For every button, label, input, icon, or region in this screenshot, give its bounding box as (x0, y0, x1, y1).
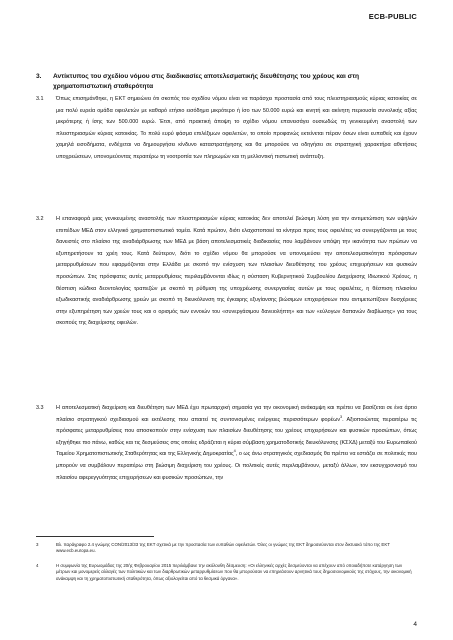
footnote-number: 3 (36, 542, 39, 547)
paragraph-text-part: , ο ως άνω στρατηγικός σχεδιασμός θα πρέπει να εστιάζει σε πολιτικές που μπορούν να συμβάλουν περαιτέρω στη βιώσιμη διαχείριση του χρέους. Οι πολιτικές αυτές περιλαμβάνουν, μεταξύ άλλων, τον εκσυγχρονισμό του πλαισίου αφερεγγυότητας επιχειρήσεων και φυσικών προσώπων, την (56, 451, 417, 481)
footnote-4 (36, 563, 417, 582)
footnote-3 (36, 542, 417, 555)
footnote-number: 4 (36, 563, 39, 568)
paragraph-text: Η επαναφορά μιας γενικευμένης αναστολής των πλειστηριασμών κύριας κατοικίας δεν αποτελεί βιώσιμη λύση για την αντιμετώπιση των υψηλών επιπέδων ΜΕΔ στον ελληνικό χρηματοπιστωτικό τομέα. Κατά πρώτον, διότι ελαχιστοποιεί τα κίνητρα προς τους οφειλέτες να συνεργάζονται με τους δανειστές στο πλαίσιο της αναδιάρθρωσης των ΜΕΔ με βάση αποτελεσματικές διαδικασίες που λαμβάνουν υπόψη την ικανότητα των πρώτων να εξυπηρετήσουν τα χρέη τους. Κατά δεύτερον, διότι το σχέδιο νόμου θα μπορούσε να υπονομεύσει την αποτελεσματικότητα πρόσφατων μεταρρυθμίσεων που εφαρμόζονται στην Ελλάδα με σκοπό την ενίσχυση των πλαισίων διευθέτησης του χρέους επιχειρήσεων και φυσικών προσώπων. Στις πρόσφατες αυτές μεταρρυθμίσεις περιλαμβάνονται ιδίως η σύσταση Κυβερνητικού Συμβουλίου Διαχείρισης Ιδιωτικού Χρέους, η θέσπιση κώδικα δεοντολογίας τραπεζών με σκοπό τη ρύθμιση της υποχρέωσης συνεργασίας αυτών με τους οφειλέτες, η θέσπιση πλαισίου εξωδικαστικής αναδιάρθρωσης χρεών με σκοπό τη διευκόλυνση της έγκαιρης εξυγίανσης βιώσιμων επιχειρήσεων που αντιμετωπίζουν δυσχέρειες στην εξυπηρέτηση των χρεών τους και ο ορισμός των εννοιών του «συνεργάσιμου δανειολήπτη» και των «εύλογων δαπανών διαβίωσης» για τους σκοπούς της διαχείρισης οφειλών. (56, 216, 417, 327)
page-number: 4 (413, 621, 417, 628)
paragraph-text-part: . Αξιοποιώντας περαιτέρω τις πρόσφατες μεταρρυθμίσεις που αποσκοπούν στην ενίσχυση των πλαισίων διευθέτησης του χρέους επιχειρήσεων και φυσικών προσώπων, όπως εξηγήθηκε πιο πάνω, καθώς και τις δεσμεύσεις στις οποίες εδράζεται η κύρια σύμβαση χρηματοδοτικής διευκόλυνσης (ΚΣΧΔ) μεταξύ του Ευρωπαϊκού Ταμείου Χρηματοπιστωτικής Σταθερότητας και της Ελληνικής Δημοκρατίας (56, 416, 417, 458)
footnote-text: Βλ. παράγραφο 2.4 γνώμης CON/2013/33 της ΕΚΤ σχετικά με την προστασία των ευπαθών οφειλετών. Όλες οι γνώμες της ΕΚΤ δημοσιεύονται στον δικτυακό τόπο της ΕΚΤ www.ecb.europa.eu. (56, 542, 390, 554)
paragraph-number: 3.2 (36, 216, 44, 222)
footnote-text: Η συμφωνία της Ευρωομάδας της 20ής Φεβρουαρίου 2015 περιλάμβανε την ακόλουθη δέσμευση: «Οι ελληνικές αρχές δεσμεύονται να απέχουν από οποιαδήποτε κατάργηση των μέτρων και μονομερείς αλλαγές των πολιτικών και των διαρθρωτικών μεταρρυθμίσεων που θα μπορούσαν να επηρεάσουν αρνητικά τους δημοσιονομικούς της στόχους, την οικονομική ανάκαμψη και τη χρηματοπιστωτική σταθερότητα, όπως αξιολογείται από τα θεσμικά όργανα». (56, 563, 412, 581)
footnote-separator (36, 536, 154, 537)
footnote-reference[interactable]: 3 (340, 414, 343, 419)
paragraph-3-1 (36, 94, 417, 164)
section-heading (36, 72, 416, 91)
paragraph-3-2 (36, 214, 417, 330)
classification-header: ECB-PUBLIC (368, 12, 417, 21)
section-title: Αντίκτυπος του σχεδίου νόμου στις διαδικασίες αποτελεσματικής διευθέτησης του χρέους και στη χρηματοπιστωτική σταθερότητα (53, 73, 360, 90)
paragraph-text-part: Η αποτελεσματική διαχείριση και διευθέτηση των ΜΕΔ έχει πρωταρχική σημασία για την οικονομική ανάκαμψη και πρέπει να βασίζεται σε ένα άρτιο πλαίσιο στρατηγικού σχεδιασμού και εκτέλεσης που απαιτεί τις συντονισμένες ενέργειες περισσότερων φορέων (56, 405, 417, 423)
footnote-reference[interactable]: 4 (233, 449, 236, 454)
paragraph-number: 3.3 (36, 405, 44, 411)
paragraph-text: Όπως επισημάνθηκε, η ΕΚΤ σημειώνει ότι σκοπός του σχεδίου νόμου είναι να παράσχει προστασία από τους πλειστηριασμούς κύριας κατοικίας σε μια πολύ ευρεία ομάδα οφειλετών με καθαρό ετήσιο εισόδημα μικρότερο ή ίσο των 50.000 ευρώ και κινητή και ακίνητη περιουσία συνολικής αξίας μικρότερης ή ίσης των 500.000 ευρώ. Έτσι, από πρακτική άποψη το σχέδιο νόμου επανεισάγει ουσιωδώς τη γενικευμένη αναστολή των πλειστηριασμών κύριας κατοικίας. Το πολύ ευρύ φάσμα επιλέξιμων οφειλετών, το οποίο προφανώς εκτείνεται πέραν όσων είναι ευπαθείς και έχουν χαμηλά εισοδήματα, ενδέχεται να δημιουργήσει κίνδυνο καταστρατήγησης και θα μπορούσε να οδηγήσει σε στρατηγική χαρακτήρα αθετήσεις υποχρεώσεων, υπονομεύοντας περαιτέρω τη νοοτροπία των πληρωμών και τη μελλοντική πιστωτική ανάπτυξη. (56, 96, 417, 160)
paragraph-text (56, 403, 417, 484)
section-number: 3. (36, 73, 42, 80)
paragraph-number: 3.1 (36, 96, 44, 102)
paragraph-3-3 (36, 403, 417, 484)
